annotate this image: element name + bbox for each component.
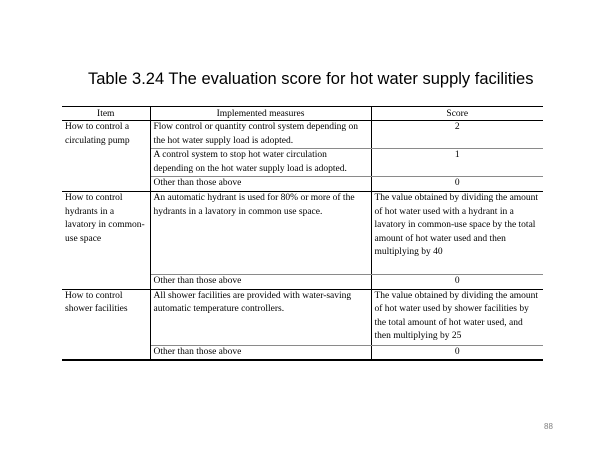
measure-cell: Other than those above xyxy=(150,274,371,289)
score-cell: The value obtained by dividing the amount of hot water used with a hydrant in a lavatory in common-use space by the total amount of hot water used and then multiplying by 40 xyxy=(371,191,543,274)
table-header-row xyxy=(62,107,543,121)
slide-title: Table 3.24 The evaluation score for hot water supply facilities xyxy=(88,70,534,88)
item-shower-facilities: How to control shower facilities xyxy=(62,289,150,360)
score-cell: 2 xyxy=(371,121,543,149)
column-header-implemented-measures: Implemented measures xyxy=(150,107,371,121)
column-header-item: Item xyxy=(62,107,150,121)
page-number: 88 xyxy=(544,422,553,431)
table-row xyxy=(62,121,543,149)
column-header-score: Score xyxy=(371,107,543,121)
measure-cell: Flow control or quantity control system depending on the hot water supply load is adopted. xyxy=(150,121,371,149)
table-row xyxy=(62,191,543,274)
score-cell: 0 xyxy=(371,177,543,192)
score-cell: The value obtained by dividing the amount of hot water used by shower facilities by the total amount of hot water used, and then multiplying by 25 xyxy=(371,289,543,345)
score-cell: 1 xyxy=(371,149,543,177)
measure-cell: Other than those above xyxy=(150,345,371,360)
measure-cell: Other than those above xyxy=(150,177,371,192)
score-cell: 0 xyxy=(371,274,543,289)
measure-cell: An automatic hydrant is used for 80% or more of the hydrants in a lavatory in common use space. xyxy=(150,191,371,274)
table-row xyxy=(62,289,543,345)
evaluation-score-table xyxy=(62,106,543,361)
score-cell: 0 xyxy=(371,345,543,360)
measure-cell: A control system to stop hot water circulation depending on the hot water supply load is adopted. xyxy=(150,149,371,177)
item-circulating-pump: How to control a circulating pump xyxy=(62,121,150,192)
item-lavatory-hydrants: How to control hydrants in a lavatory in common-use space xyxy=(62,191,150,289)
measure-cell: All shower facilities are provided with water-saving automatic temperature controllers. xyxy=(150,289,371,345)
